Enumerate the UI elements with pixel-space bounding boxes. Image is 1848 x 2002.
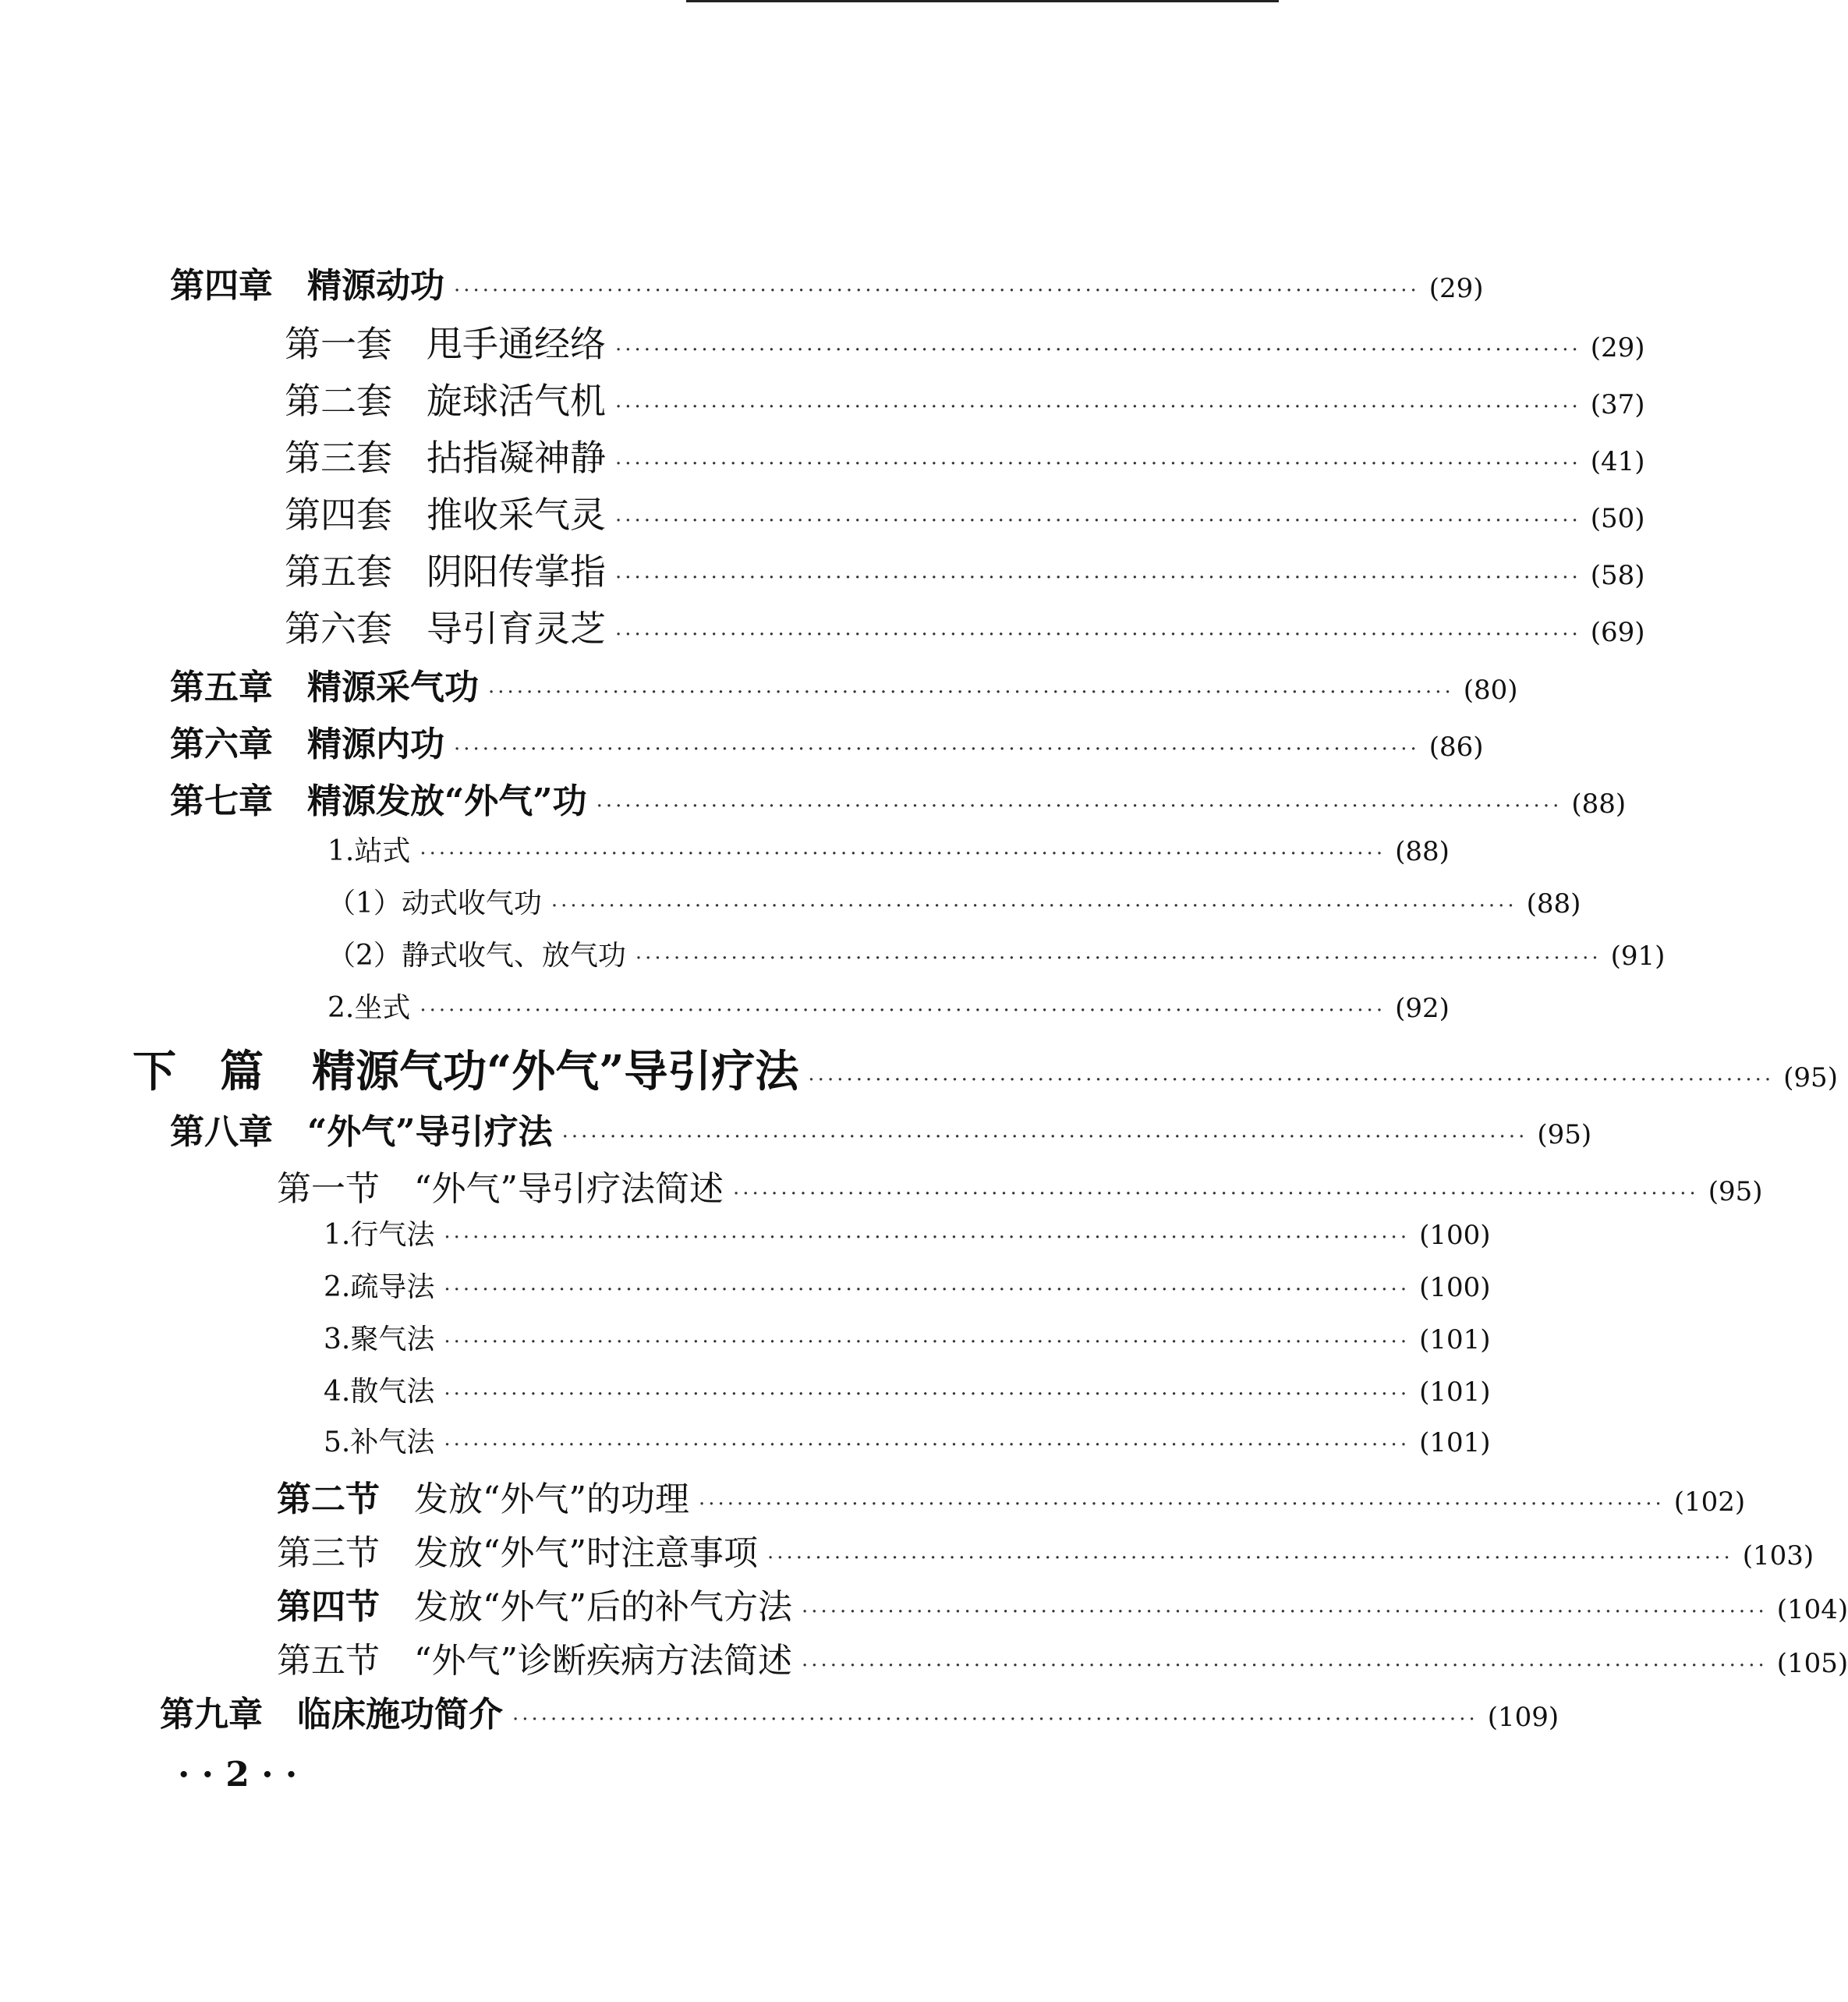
entry-number: 第七章 bbox=[170, 781, 273, 821]
toc-entry bbox=[170, 659, 1518, 709]
entry-title: 1.站式 bbox=[327, 835, 411, 867]
entry-title: 2.坐式 bbox=[327, 992, 411, 1024]
entry-number: 第二套 bbox=[285, 380, 392, 422]
entry-number: 第九章 bbox=[160, 1695, 263, 1734]
page-number: 91 bbox=[1620, 941, 1655, 972]
entry-title: 5.补气法 bbox=[324, 1426, 435, 1458]
entry-page: ( 86 ) bbox=[1428, 732, 1484, 763]
toc-entry bbox=[170, 716, 1484, 766]
dot-leader: ····································································································· bbox=[615, 395, 1581, 419]
page-number: 88 bbox=[1405, 836, 1439, 867]
entry-title: 拈指凝神静 bbox=[427, 437, 606, 479]
entry-page: ( 100 ) bbox=[1419, 1220, 1491, 1251]
toc-entry bbox=[324, 1370, 1491, 1409]
page-number: 100 bbox=[1429, 1220, 1481, 1251]
entry-title: “外气”导引疗法 bbox=[307, 1112, 553, 1152]
entry-title: “外气”诊断疾病方法简述 bbox=[414, 1641, 792, 1681]
page-number: 41 bbox=[1601, 446, 1635, 477]
dot-leader: ····································································································· bbox=[596, 795, 1563, 818]
entry-page: ( 91 ) bbox=[1610, 941, 1666, 972]
dot-leader: ····································································································· bbox=[615, 623, 1581, 647]
entry-page: ( 101 ) bbox=[1419, 1427, 1491, 1458]
entry-page: ( 104 ) bbox=[1776, 1594, 1848, 1625]
dot-leader: ····································································································· bbox=[615, 338, 1581, 362]
dot-leader: ····································································································· bbox=[802, 1600, 1768, 1624]
page-number: 37 bbox=[1601, 389, 1635, 420]
dot-leader: ····································································································· bbox=[699, 1493, 1665, 1516]
entry-title: 阴阳传掌指 bbox=[427, 551, 606, 593]
entry-page: ( 101 ) bbox=[1419, 1377, 1491, 1408]
entry-page: ( 41 ) bbox=[1590, 446, 1645, 477]
entry-page: ( 95 ) bbox=[1708, 1176, 1763, 1207]
dot-leader: ····································································································· bbox=[635, 947, 1602, 970]
entry-number: 下 篇 bbox=[133, 1046, 264, 1097]
entry-number: 第四套 bbox=[285, 494, 392, 536]
entry-page: ( 109 ) bbox=[1487, 1702, 1559, 1733]
entry-title: 精源内功 bbox=[307, 725, 444, 764]
dot-leader: ····································································································· bbox=[444, 1278, 1411, 1302]
toc-entry bbox=[285, 373, 1645, 424]
page-number: 95 bbox=[1547, 1119, 1581, 1150]
page-number: 101 bbox=[1429, 1377, 1481, 1408]
entry-title: 发放“外气”时注意事项 bbox=[414, 1533, 758, 1573]
toc-entry bbox=[285, 430, 1645, 481]
entry-page: ( 80 ) bbox=[1463, 675, 1518, 706]
entry-page: ( 101 ) bbox=[1419, 1324, 1491, 1355]
toc-entry bbox=[285, 601, 1645, 652]
toc-entry bbox=[277, 1471, 1746, 1521]
entry-page: ( 88 ) bbox=[1571, 788, 1627, 820]
entry-page: ( 69 ) bbox=[1590, 617, 1645, 648]
page-number: 101 bbox=[1429, 1427, 1481, 1458]
toc-entry bbox=[324, 1317, 1491, 1357]
dot-leader: ····································································································· bbox=[808, 1068, 1775, 1092]
toc-entry bbox=[285, 316, 1645, 367]
dot-leader: ····································································································· bbox=[454, 738, 1420, 761]
entry-title: “外气”导引疗法简述 bbox=[414, 1169, 724, 1209]
entry-title: 3.聚气法 bbox=[324, 1323, 435, 1355]
dot-leader: ····································································································· bbox=[802, 1654, 1768, 1678]
entry-title: 精源动功 bbox=[307, 266, 444, 306]
entry-page: ( 29 ) bbox=[1590, 332, 1645, 363]
entry-number: 第一套 bbox=[285, 323, 392, 365]
entry-title: 甩手通经络 bbox=[427, 323, 606, 365]
page-number: 95 bbox=[1719, 1176, 1753, 1207]
page-number: 80 bbox=[1474, 675, 1508, 706]
toc-entry bbox=[277, 1525, 1814, 1575]
dot-leader: ····································································································· bbox=[551, 895, 1517, 918]
entry-title: 推收采气灵 bbox=[427, 494, 606, 536]
dot-leader: ····································································································· bbox=[420, 999, 1386, 1022]
page-number: 103 bbox=[1753, 1540, 1804, 1571]
entry-page: ( 50 ) bbox=[1590, 503, 1645, 534]
entry-number: 第三套 bbox=[285, 437, 392, 479]
toc-entry bbox=[170, 257, 1484, 307]
toc-entry bbox=[285, 544, 1645, 595]
entry-number: 第八章 bbox=[170, 1112, 273, 1152]
page-number: 58 bbox=[1601, 560, 1635, 591]
entry-number: 第三节 bbox=[277, 1533, 380, 1573]
toc-entry bbox=[324, 1420, 1491, 1460]
entry-title: 精源气功“外气”导引疗法 bbox=[312, 1046, 799, 1097]
entry-title: 发放“外气”后的补气方法 bbox=[414, 1587, 792, 1627]
page-number: 101 bbox=[1429, 1324, 1481, 1355]
dot-leader: ····································································································· bbox=[733, 1182, 1699, 1206]
toc-entry bbox=[327, 881, 1581, 921]
toc-entry bbox=[277, 1632, 1848, 1682]
dot-leader: ····································································································· bbox=[512, 1708, 1478, 1731]
entry-title: （1）动式收气功 bbox=[327, 888, 542, 920]
page-number: 29 bbox=[1439, 273, 1474, 304]
dot-leader: ····································································································· bbox=[615, 509, 1581, 533]
toc-entry bbox=[277, 1160, 1763, 1210]
entry-page: ( 29 ) bbox=[1428, 273, 1484, 304]
dot-leader: ····································································································· bbox=[444, 1226, 1411, 1249]
entry-page: ( 103 ) bbox=[1742, 1540, 1814, 1571]
entry-number: 第一节 bbox=[277, 1169, 380, 1209]
page-number: 104 bbox=[1787, 1594, 1838, 1625]
dot-leader: ····································································································· bbox=[444, 1433, 1411, 1457]
entry-page: ( 95 ) bbox=[1783, 1062, 1838, 1093]
entry-title: 发放“外气”的功理 bbox=[414, 1479, 689, 1519]
entry-title: 4.散气法 bbox=[324, 1376, 435, 1408]
entry-number: 第四章 bbox=[170, 266, 273, 306]
entry-page: ( 88 ) bbox=[1395, 836, 1450, 867]
entry-page: ( 58 ) bbox=[1590, 560, 1645, 591]
entry-number: 第四节 bbox=[277, 1587, 380, 1627]
page-number: 92 bbox=[1405, 993, 1439, 1024]
entry-title: 2.疏导法 bbox=[324, 1271, 435, 1303]
page-number: 29 bbox=[1601, 332, 1635, 363]
entry-title: 旋球活气机 bbox=[427, 380, 606, 422]
page-number: 95 bbox=[1793, 1062, 1828, 1093]
entry-page: ( 100 ) bbox=[1419, 1272, 1491, 1303]
entry-title: 临床施功简介 bbox=[297, 1695, 503, 1734]
entry-number: 第五章 bbox=[170, 668, 273, 707]
page-number: 109 bbox=[1498, 1702, 1549, 1733]
entry-number: 第五节 bbox=[277, 1641, 380, 1681]
toc-entry bbox=[327, 934, 1666, 973]
entry-number: 第二节 bbox=[277, 1479, 380, 1519]
entry-page: ( 92 ) bbox=[1395, 993, 1450, 1024]
entry-number: 第六章 bbox=[170, 725, 273, 764]
page-number: 88 bbox=[1581, 788, 1616, 820]
toc-entry bbox=[324, 1265, 1491, 1305]
toc-entry bbox=[133, 1037, 1838, 1100]
dot-leader: ····································································································· bbox=[561, 1125, 1528, 1149]
dot-leader: ····································································································· bbox=[488, 681, 1454, 704]
toc-entry bbox=[277, 1579, 1848, 1628]
dot-leader: ····································································································· bbox=[767, 1547, 1733, 1570]
toc-entry bbox=[327, 986, 1450, 1026]
entry-title: 精源发放“外气”功 bbox=[307, 781, 587, 821]
entry-title: 精源采气功 bbox=[307, 668, 479, 707]
toc-entry bbox=[327, 829, 1450, 869]
toc-entry bbox=[285, 487, 1645, 538]
page-number: 105 bbox=[1787, 1648, 1838, 1679]
entry-title: 导引育灵芝 bbox=[427, 608, 606, 650]
entry-title: 1.行气法 bbox=[324, 1219, 435, 1251]
dot-leader: ····································································································· bbox=[444, 1331, 1411, 1354]
dot-leader: ····································································································· bbox=[420, 842, 1386, 866]
page-number: 50 bbox=[1601, 503, 1635, 534]
toc-entry bbox=[170, 773, 1627, 823]
entry-page: ( 105 ) bbox=[1776, 1648, 1848, 1679]
dot-leader: ····································································································· bbox=[444, 1383, 1411, 1406]
dot-leader: ····································································································· bbox=[454, 279, 1420, 303]
dot-leader: ····································································································· bbox=[615, 566, 1581, 590]
entry-page: ( 88 ) bbox=[1526, 888, 1581, 920]
entry-page: ( 102 ) bbox=[1673, 1486, 1746, 1518]
page-number: 86 bbox=[1439, 732, 1474, 763]
page-number: 88 bbox=[1536, 888, 1571, 920]
entry-page: ( 95 ) bbox=[1537, 1119, 1592, 1150]
toc-entry bbox=[160, 1686, 1559, 1736]
page-number: 102 bbox=[1684, 1486, 1735, 1518]
dot-leader: ····································································································· bbox=[615, 452, 1581, 476]
page-number: 100 bbox=[1429, 1272, 1481, 1303]
toc-entry bbox=[324, 1213, 1491, 1253]
entry-number: 第五套 bbox=[285, 551, 392, 593]
toc-entry bbox=[170, 1104, 1592, 1153]
entry-number: 第六套 bbox=[285, 608, 392, 650]
page-number: 69 bbox=[1601, 617, 1635, 648]
page-number-footer: · · 2 · · bbox=[178, 1755, 298, 1795]
entry-title: （2）静式收气、放气功 bbox=[327, 940, 626, 972]
entry-page: ( 37 ) bbox=[1590, 389, 1645, 420]
